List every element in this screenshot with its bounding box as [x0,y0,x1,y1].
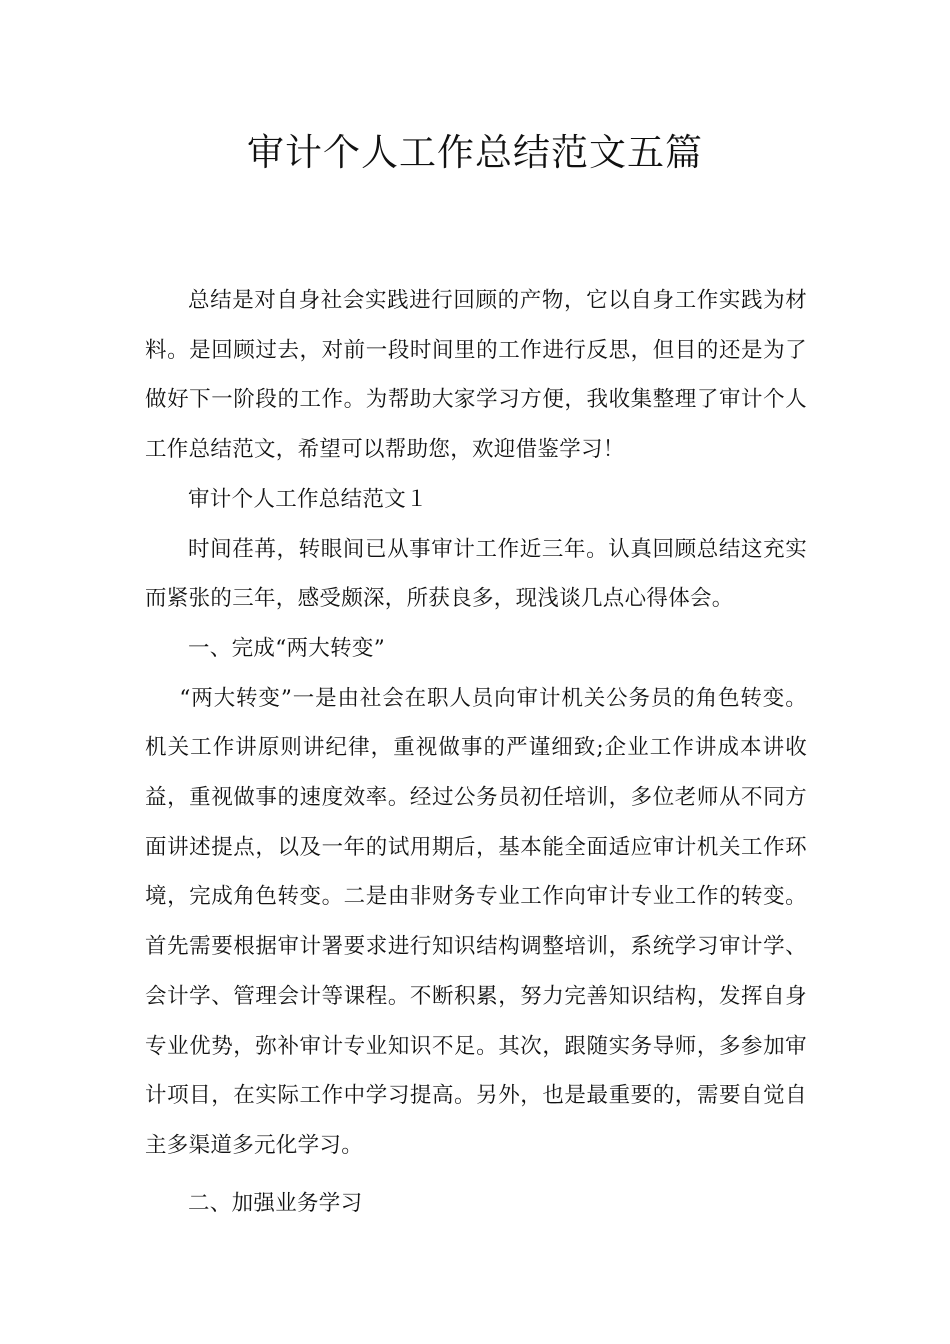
intro-paragraph: 总结是对自身社会实践进行回顾的产物，它以自身工作实践为材料。是回顾过去，对前一段时间里的工作进行反思，但目的还是为了做好下一阶段的工作。为帮助大家学习方便，我收集整理了审计个人工作总结范文，希望可以帮助您，欢迎借鉴学习！ [145,288,807,463]
heading-business-study: 二、加强业务学习 [188,1190,363,1216]
heading-two-transformations: 一、完成“两大转变” [188,635,385,661]
paragraph-time: 时间荏苒，转眼间已从事审计工作近三年。认真回顾总结这充实而紧张的三年，感受颇深，所获良多，现浅谈几点心得体会。 [145,536,807,612]
document-body [145,276,807,1228]
paragraph-two-transformations: “两大转变”一是由社会在职人员向审计机关公务员的角色转变。机关工作讲原则讲纪律，重视做事的严谨细致;企业工作讲成本讲收益，重视做事的速度效率。经过公务员初任培训，多位老师从不同方面讲述提点，以及一年的试用期后，基本能全面适应审计机关工作环境，完成角色转变。二是由非财务专业工作向审计专业工作的转变。首先需要根据审计署要求进行知识结构调整培训，系统学习审计学、会计学、管理会计等课程。不断积累，努力完善知识结构，发挥自身专业优势，弥补审计专业知识不足。其次，跟随实务导师，多参加审计项目，在实际工作中学习提高。另外，也是最重要的，需要自觉自主多渠道多元化学习。 [145,685,807,1158]
section-title-sample-1: 审计个人工作总结范文１ [188,486,428,512]
document-title: 审计个人工作总结范文五篇 [247,131,703,174]
